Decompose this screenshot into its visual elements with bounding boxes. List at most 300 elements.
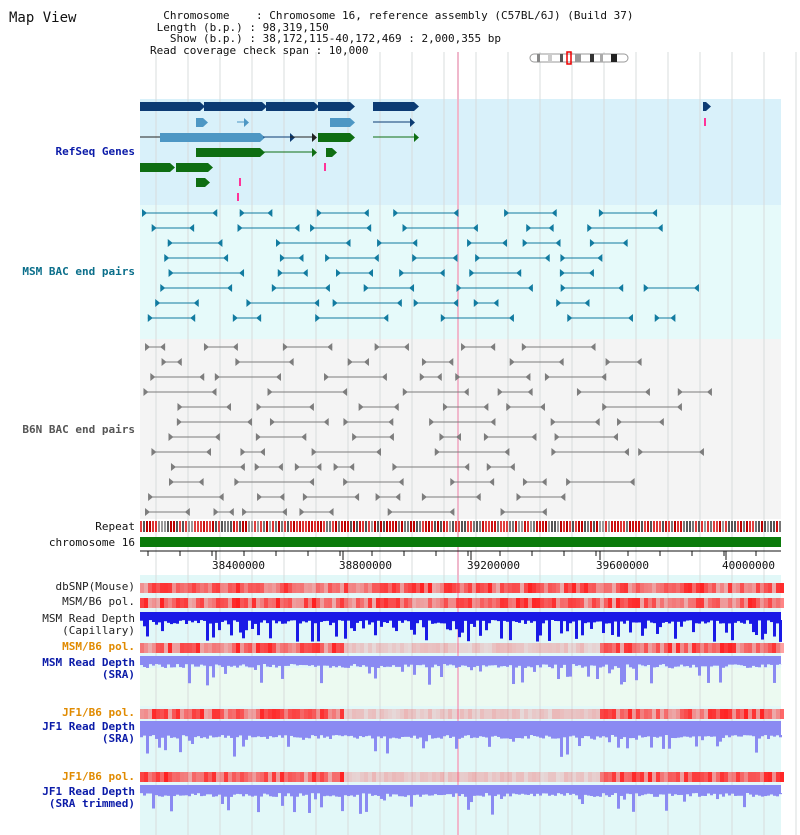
- read-depth-bar: [689, 793, 692, 796]
- read-depth-bar: [461, 793, 464, 794]
- read-depth-bar: [647, 664, 650, 665]
- repeat-element: [473, 521, 475, 532]
- read-depth-bar: [164, 793, 167, 796]
- repeat-element: [545, 521, 547, 532]
- polymorphism-density-cell: [688, 772, 692, 782]
- polymorphism-density-cell: [512, 772, 516, 782]
- read-depth-bar: [197, 664, 200, 667]
- read-depth-bar: [143, 735, 146, 736]
- read-depth-bar: [575, 735, 578, 738]
- polymorphism-density-cell: [520, 643, 524, 653]
- polymorphism-density-cell: [240, 583, 244, 593]
- read-depth-bar: [737, 664, 740, 665]
- repeat-element: [638, 521, 640, 532]
- read-depth-bar: [473, 793, 476, 796]
- repeat-element: [692, 521, 694, 532]
- polymorphism-density-cell: [600, 709, 604, 719]
- repeat-element: [230, 521, 232, 532]
- polymorphism-density-cell: [364, 583, 368, 593]
- polymorphism-density-cell: [244, 709, 248, 719]
- read-depth-bar: [215, 620, 218, 623]
- read-depth-bar: [422, 620, 425, 627]
- read-depth-bar: [485, 735, 488, 738]
- polymorphism-density-cell: [632, 583, 636, 593]
- read-depth-bar: [575, 620, 578, 639]
- read-depth-bar: [383, 735, 386, 736]
- read-depth-bar: [260, 793, 263, 797]
- polymorphism-density-cell: [680, 643, 684, 653]
- read-depth-bar: [344, 793, 347, 795]
- polymorphism-density-cell: [400, 709, 404, 719]
- read-depth-bar: [146, 664, 149, 668]
- read-depth-bar: [593, 620, 596, 622]
- polymorphism-density-cell: [168, 643, 172, 653]
- polymorphism-density-cell: [484, 709, 488, 719]
- read-depth-bar: [587, 620, 590, 622]
- read-depth-bar: [200, 793, 203, 796]
- polymorphism-density-cell: [668, 598, 672, 608]
- polymorphism-density-cell: [352, 598, 356, 608]
- read-depth-bar: [608, 620, 611, 623]
- msm-read-depth-sra-line1: MSM Read Depth: [42, 656, 135, 669]
- read-depth-bar: [482, 664, 485, 665]
- polymorphism-density-cell: [152, 598, 156, 608]
- read-depth-bar: [707, 620, 710, 622]
- polymorphism-density-cell: [152, 709, 156, 719]
- read-depth-bar: [635, 620, 638, 623]
- read-depth-bar: [287, 664, 290, 666]
- read-depth-bar: [536, 793, 539, 794]
- read-depth-bar: [545, 664, 548, 665]
- read-depth-bar: [593, 735, 596, 740]
- refseq-genes-label[interactable]: RefSeq Genes: [55, 145, 135, 158]
- polymorphism-density-cell: [764, 598, 768, 608]
- repeat-element: [554, 521, 556, 532]
- repeat-element: [329, 521, 331, 532]
- read-depth-bar: [602, 735, 605, 736]
- polymorphism-density-cell: [544, 643, 548, 653]
- polymorphism-density-cell: [180, 772, 184, 782]
- polymorphism-density-cell: [156, 709, 160, 719]
- polymorphism-density-cell: [416, 583, 420, 593]
- polymorphism-density-cell: [564, 583, 568, 593]
- polymorphism-density-cell: [200, 772, 204, 782]
- repeat-element: [476, 521, 478, 532]
- repeat-element: [332, 521, 334, 532]
- polymorphism-density-cell: [356, 598, 360, 608]
- polymorphism-density-cell: [300, 583, 304, 593]
- read-depth-bar: [368, 793, 371, 794]
- polymorphism-density-cell: [388, 772, 392, 782]
- read-depth-bar: [392, 664, 395, 665]
- polymorphism-density-cell: [760, 709, 764, 719]
- polymorphism-density-cell: [756, 598, 760, 608]
- map-view-title: Map View: [9, 10, 77, 26]
- read-depth-bar: [227, 620, 230, 624]
- polymorphism-density-cell: [280, 772, 284, 782]
- read-depth-bar: [437, 620, 440, 623]
- polymorphism-density-cell: [164, 598, 168, 608]
- polymorphism-density-cell: [500, 643, 504, 653]
- polymorphism-density-cell: [336, 772, 340, 782]
- polymorphism-density-cell: [176, 583, 180, 593]
- polymorphism-density-cell: [780, 709, 784, 719]
- repeat-element: [653, 521, 655, 532]
- read-depth-bar: [140, 735, 143, 737]
- polymorphism-density-cell: [172, 709, 176, 719]
- read-depth-bar: [635, 735, 638, 740]
- msm-read-depth-sra-label[interactable]: [42, 657, 135, 681]
- polymorphism-density-cell: [700, 772, 704, 782]
- repeat-element: [341, 521, 343, 532]
- read-depth-bar: [479, 735, 482, 736]
- msm-b6-pol-label[interactable]: MSM/B6 pol.: [62, 595, 135, 608]
- read-depth-bar: [266, 735, 269, 739]
- read-depth-bar: [527, 793, 530, 795]
- polymorphism-density-cell: [276, 709, 280, 719]
- read-depth-bar: [536, 735, 539, 737]
- polymorphism-density-cell: [712, 772, 716, 782]
- read-depth-bar: [539, 664, 542, 667]
- read-depth-bar: [443, 620, 446, 623]
- repeat-element: [479, 521, 481, 532]
- polymorphism-density-cell: [728, 598, 732, 608]
- read-depth-bar: [779, 620, 782, 642]
- read-depth-bar: [500, 735, 503, 739]
- read-depth-bar: [320, 793, 323, 807]
- repeat-element: [605, 521, 607, 532]
- repeat-element: [383, 521, 385, 532]
- polymorphism-density-cell: [216, 709, 220, 719]
- read-depth-bar: [605, 620, 608, 624]
- polymorphism-density-cell: [576, 598, 580, 608]
- read-depth-bar: [260, 664, 263, 683]
- polymorphism-density-cell: [140, 598, 144, 608]
- read-depth-bar: [437, 664, 440, 666]
- polymorphism-density-cell: [772, 643, 776, 653]
- polymorphism-density-cell: [724, 643, 728, 653]
- polymorphism-density-cell: [604, 772, 608, 782]
- polymorphism-density-cell: [492, 598, 496, 608]
- polymorphism-density-cell: [556, 643, 560, 653]
- read-depth-bar: [242, 735, 245, 747]
- polymorphism-density-cell: [232, 598, 236, 608]
- read-depth-bar: [548, 793, 551, 796]
- read-depth-bar: [557, 664, 560, 679]
- repeat-element: [152, 521, 154, 532]
- read-depth-bar: [467, 620, 470, 641]
- read-depth-bar: [416, 664, 419, 665]
- read-depth-bar: [617, 664, 620, 668]
- polymorphism-density-cell: [140, 709, 144, 719]
- polymorphism-density-cell: [240, 772, 244, 782]
- polymorphism-density-cell: [196, 643, 200, 653]
- read-depth-bar: [407, 620, 410, 621]
- polymorphism-density-cell: [268, 598, 272, 608]
- read-depth-bar: [209, 793, 212, 794]
- read-depth-bar: [719, 664, 722, 683]
- repeat-element: [629, 521, 631, 532]
- msm-read-depth-capillary-line1: MSM Read Depth: [42, 612, 135, 625]
- polymorphism-density-cell: [204, 772, 208, 782]
- polymorphism-density-cell: [212, 598, 216, 608]
- polymorphism-density-cell: [216, 598, 220, 608]
- read-depth-bar: [674, 793, 677, 794]
- read-depth-bar: [197, 620, 200, 623]
- read-depth-bar: [380, 735, 383, 738]
- read-depth-bar: [356, 620, 359, 623]
- polymorphism-density-cell: [664, 709, 668, 719]
- read-depth-bar: [161, 664, 164, 667]
- read-depth-bar: [533, 793, 536, 796]
- read-depth-bar: [275, 735, 278, 737]
- polymorphism-density-cell: [760, 772, 764, 782]
- polymorphism-density-cell: [768, 772, 772, 782]
- b6n-bac-end-pairs-label[interactable]: B6N BAC end pairs: [22, 423, 135, 436]
- read-depth-bar: [560, 793, 563, 794]
- polymorphism-density-cell: [708, 598, 712, 608]
- polymorphism-density-cell: [624, 709, 628, 719]
- polymorphism-density-cell: [320, 643, 324, 653]
- read-depth-bar: [683, 620, 686, 622]
- polymorphism-density-cell: [480, 772, 484, 782]
- repeat-element: [266, 521, 268, 532]
- read-depth-bar: [749, 793, 752, 795]
- chromosome-bar: [140, 537, 781, 547]
- read-depth-bar: [206, 793, 209, 794]
- read-depth-bar: [341, 735, 344, 736]
- polymorphism-density-cell: [508, 709, 512, 719]
- read-depth-bar: [272, 735, 275, 737]
- polymorphism-density-cell: [216, 583, 220, 593]
- msm-read-depth-sra-line2: (SRA): [101, 668, 135, 681]
- repeat-element: [611, 521, 613, 532]
- read-depth-bar: [422, 793, 425, 795]
- read-depth-bar: [353, 793, 356, 797]
- polymorphism-density-cell: [596, 709, 600, 719]
- read-depth-bar: [620, 664, 623, 684]
- polymorphism-density-cell: [432, 598, 436, 608]
- read-depth-bar: [143, 664, 146, 667]
- jf1-read-depth-sra-label[interactable]: [42, 721, 135, 745]
- repeat-element: [608, 521, 610, 532]
- polymorphism-density-cell: [388, 643, 392, 653]
- polymorphism-density-cell: [416, 598, 420, 608]
- read-depth-bar: [272, 664, 275, 665]
- repeat-element: [338, 521, 340, 532]
- polymorphism-density-cell: [348, 583, 352, 593]
- msm-read-depth-capillary-label[interactable]: [42, 613, 135, 637]
- polymorphism-density-cell: [524, 772, 528, 782]
- polymorphism-density-cell: [252, 643, 256, 653]
- polymorphism-density-cell: [704, 772, 708, 782]
- repeat-element: [593, 521, 595, 532]
- read-depth-bar: [365, 735, 368, 736]
- read-depth-bar: [308, 664, 311, 666]
- polymorphism-density-cell: [696, 643, 700, 653]
- polymorphism-density-cell: [652, 583, 656, 593]
- read-depth-bar: [698, 664, 701, 676]
- info-line-read-coverage: Read coverage check span : 10,000: [150, 43, 369, 57]
- repeat-element: [350, 521, 352, 532]
- read-depth-bar: [680, 664, 683, 665]
- polymorphism-density-cell: [620, 583, 624, 593]
- gene-exon-block: [318, 133, 350, 142]
- polymorphism-density-cell: [652, 598, 656, 608]
- read-depth-bar: [701, 793, 704, 796]
- polymorphism-density-cell: [460, 643, 464, 653]
- read-depth-bar: [269, 735, 272, 736]
- repeat-element: [701, 521, 703, 532]
- polymorphism-density-cell: [236, 643, 240, 653]
- read-depth-bar: [749, 664, 752, 668]
- repeat-element: [542, 521, 544, 532]
- polymorphism-density-cell: [592, 598, 596, 608]
- polymorphism-density-cell: [484, 583, 488, 593]
- read-depth-bar: [143, 620, 146, 626]
- polymorphism-density-cell: [144, 598, 148, 608]
- polymorphism-density-cell: [172, 598, 176, 608]
- repeat-element: [248, 521, 250, 532]
- polymorphism-density-cell: [752, 583, 756, 593]
- jf1-read-depth-trimmed-label[interactable]: [42, 786, 135, 810]
- polymorphism-density-cell: [256, 643, 260, 653]
- read-depth-bar: [308, 735, 311, 738]
- polymorphism-density-cell: [768, 643, 772, 653]
- repeat-element: [377, 521, 379, 532]
- polymorphism-density-cell: [384, 643, 388, 653]
- repeat-element: [506, 521, 508, 532]
- repeat-element: [650, 521, 652, 532]
- read-depth-bar: [281, 793, 284, 806]
- read-depth-bar: [359, 664, 362, 667]
- polymorphism-density-cell: [476, 772, 480, 782]
- read-depth-bar: [455, 620, 458, 629]
- read-depth-bar: [401, 793, 404, 796]
- read-depth-bar: [767, 735, 770, 739]
- polymorphism-density-cell: [172, 772, 176, 782]
- read-depth-bar: [776, 620, 779, 623]
- read-depth-bar: [428, 620, 431, 621]
- msm-b6-pol-sra-label[interactable]: MSM/B6 pol.: [62, 640, 135, 653]
- dbsnp-label[interactable]: dbSNP(Mouse): [55, 580, 135, 593]
- read-depth-bar: [632, 664, 635, 669]
- read-depth-bar: [494, 793, 497, 796]
- read-depth-bar: [464, 793, 467, 797]
- polymorphism-density-cell: [432, 643, 436, 653]
- polymorphism-density-cell: [548, 583, 552, 593]
- repeat-element: [539, 521, 541, 532]
- read-depth-bar: [617, 793, 620, 809]
- repeat-element: [221, 521, 223, 532]
- jf1-b6-pol-label[interactable]: JF1/B6 pol.: [62, 706, 135, 719]
- polymorphism-density-cell: [468, 598, 472, 608]
- read-depth-bar: [530, 620, 533, 623]
- read-depth-bar: [350, 793, 353, 795]
- polymorphism-density-cell: [684, 709, 688, 719]
- read-depth-bar: [389, 735, 392, 738]
- polymorphism-density-cell: [660, 583, 664, 593]
- polymorphism-density-cell: [632, 643, 636, 653]
- repeat-element: [527, 521, 529, 532]
- polymorphism-density-cell: [536, 583, 540, 593]
- polymorphism-density-cell: [656, 583, 660, 593]
- polymorphism-density-cell: [360, 772, 364, 782]
- repeat-element: [395, 521, 397, 532]
- repeat-element: [641, 521, 643, 532]
- polymorphism-density-cell: [368, 598, 372, 608]
- repeat-element: [191, 521, 193, 532]
- polymorphism-density-cell: [452, 643, 456, 653]
- read-depth-bar: [710, 735, 713, 737]
- polymorphism-density-cell: [304, 598, 308, 608]
- read-depth-bar: [593, 664, 596, 666]
- polymorphism-density-cell: [304, 709, 308, 719]
- read-depth-bar: [350, 664, 353, 666]
- read-depth-bar: [338, 664, 341, 666]
- msm-bac-end-pairs-label[interactable]: MSM BAC end pairs: [22, 265, 135, 278]
- repeat-element: [140, 521, 142, 532]
- polymorphism-density-cell: [504, 583, 508, 593]
- read-depth-bar: [236, 620, 239, 622]
- read-depth-bar: [476, 620, 479, 621]
- polymorphism-density-cell: [428, 643, 432, 653]
- polymorphism-density-cell: [732, 598, 736, 608]
- read-depth-bar: [314, 620, 317, 623]
- polymorphism-density-cell: [452, 709, 456, 719]
- polymorphism-density-cell: [280, 709, 284, 719]
- read-depth-bar: [692, 620, 695, 632]
- polymorphism-density-cell: [696, 583, 700, 593]
- repeat-element: [437, 521, 439, 532]
- read-depth-bar: [533, 620, 536, 621]
- polymorphism-density-cell: [140, 583, 144, 593]
- jf1-b6-pol-trimmed-label[interactable]: JF1/B6 pol.: [62, 770, 135, 783]
- read-depth-bar: [398, 664, 401, 667]
- axis-tick-label: 39600000: [596, 559, 649, 572]
- polymorphism-density-cell: [412, 643, 416, 653]
- polymorphism-density-cell: [224, 598, 228, 608]
- polymorphism-density-cell: [200, 598, 204, 608]
- read-depth-bar: [563, 620, 566, 621]
- polymorphism-density-cell: [376, 583, 380, 593]
- read-depth-bar: [686, 793, 689, 794]
- read-depth-bar: [167, 735, 170, 736]
- polymorphism-density-cell: [256, 709, 260, 719]
- read-depth-bar: [329, 793, 332, 796]
- polymorphism-density-cell: [492, 772, 496, 782]
- polymorphism-density-cell: [708, 643, 712, 653]
- polymorphism-density-cell: [188, 772, 192, 782]
- polymorphism-density-cell: [272, 709, 276, 719]
- read-depth-bar: [524, 735, 527, 736]
- polymorphism-density-cell: [460, 598, 464, 608]
- read-depth-bar: [392, 735, 395, 738]
- read-depth-bar: [266, 620, 269, 623]
- polymorphism-density-cell: [272, 583, 276, 593]
- read-depth-baseline: [140, 612, 781, 620]
- repeat-element: [356, 521, 358, 532]
- read-depth-bar: [596, 793, 599, 796]
- polymorphism-density-cell: [372, 643, 376, 653]
- polymorphism-density-cell: [712, 643, 716, 653]
- read-depth-bar: [515, 620, 518, 622]
- read-depth-bar: [326, 793, 329, 796]
- read-depth-bar: [419, 735, 422, 737]
- polymorphism-density-cell: [744, 772, 748, 782]
- polymorphism-density-cell: [228, 598, 232, 608]
- polymorphism-density-cell: [496, 583, 500, 593]
